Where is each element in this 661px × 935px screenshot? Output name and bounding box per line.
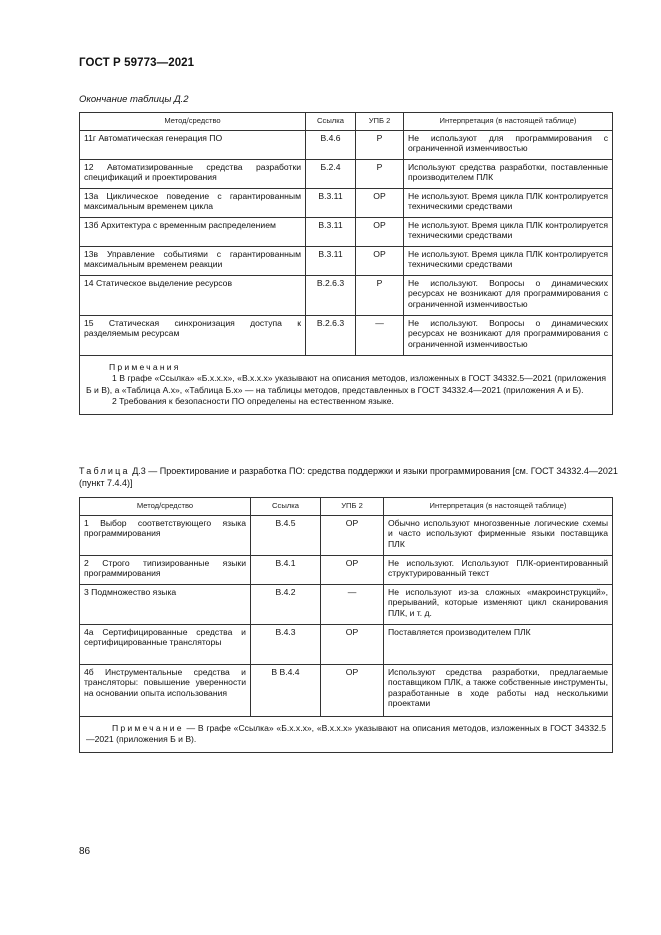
cell-upb: ОР: [356, 246, 404, 275]
cell-method: 12 Автоматизированные средства разработки спецификаций и проектирования: [80, 159, 306, 188]
cell-interpretation: Не используют. Время цикла ПЛК контролируется техническими средствами: [404, 246, 613, 275]
notes-cell: [80, 355, 613, 414]
cell-ref: В.4.1: [251, 555, 321, 584]
cell-method: 4а Сертифицированные средства и сертифицированные трансляторы: [80, 624, 251, 664]
cell-interpretation: Не используют для программирования с ограниченной изменчивостью: [404, 130, 613, 159]
cell-ref: В.4.6: [306, 130, 356, 159]
table-row: [80, 555, 613, 584]
table-row: [80, 664, 613, 716]
col-ref: Ссылка: [251, 498, 321, 516]
cell-interpretation: Не используют. Используют ПЛК-ориентированный структурированный текст: [384, 555, 613, 584]
cell-method: 11г Автоматическая генерация ПО: [80, 130, 306, 159]
notes-row: [80, 355, 613, 414]
cell-upb: ОР: [356, 188, 404, 217]
cell-interpretation: Не используют. Время цикла ПЛК контролируется техническими средствами: [404, 217, 613, 246]
cell-upb: —: [321, 584, 384, 624]
col-upb: УПБ 2: [356, 113, 404, 131]
cell-upb: —: [356, 315, 404, 355]
table-row: [80, 624, 613, 664]
cell-ref: В.3.11: [306, 188, 356, 217]
cell-ref: В В.4.4: [251, 664, 321, 716]
table-d2-end: [79, 112, 613, 415]
notes-cell: [80, 716, 613, 752]
col-method: Метод/средство: [80, 498, 251, 516]
cell-method: 1 Выбор соответствующего языка программирования: [80, 515, 251, 555]
cell-interpretation: Не используют. Время цикла ПЛК контролируется техническими средствами: [404, 188, 613, 217]
cell-interpretation: Используют средства разработки, предлагаемые поставщиком ПЛК, а также собственные инструменты, разработанные в ходе работы над несколькими проектами: [384, 664, 613, 716]
page-number: 86: [79, 846, 91, 857]
cell-interpretation: Не используют из-за сложных «макроинструкций», прерываний, которые изменяют цикл сканирования ПЛК, и т. д.: [384, 584, 613, 624]
cell-ref: В.4.5: [251, 515, 321, 555]
col-interpretation: Интерпретация (в настоящей таблице): [404, 113, 613, 131]
note: [86, 723, 606, 746]
cell-upb: ОР: [321, 624, 384, 664]
document-header: ГОСТ Р 59773—2021: [79, 57, 195, 69]
table-row: [80, 315, 613, 355]
table-d3: [79, 497, 613, 753]
cell-interpretation: Обычно используют многозвенные логические схемы и часто используют фирменные языки поставщика ПЛК: [384, 515, 613, 555]
note-text: — В графе «Ссылка» «Б.х.х.х», «В.х.х.х» указывают на описания методов, изложенных в ГОСТ 34332.5—2021 (приложения Б и В).: [86, 722, 606, 745]
table-row: [80, 130, 613, 159]
table-row: [80, 159, 613, 188]
cell-upb: Р: [356, 130, 404, 159]
cell-method: 3 Подмножество языка: [80, 584, 251, 624]
col-upb: УПБ 2: [321, 498, 384, 516]
note-2: 2 Требования к безопасности ПО определены на естественном языке.: [112, 396, 394, 407]
cell-upb: ОР: [321, 555, 384, 584]
table2-caption-label: Таблица: [79, 466, 130, 476]
cell-method: 13а Циклическое поведение с гарантированным максимальным временем цикла: [80, 188, 306, 217]
table-header-row: [80, 113, 613, 131]
col-interpretation: Интерпретация (в настоящей таблице): [384, 498, 613, 516]
note-1: 1 В графе «Ссылка» «Б.х.х.х», «В.х.х.х» указывают на описания методов, изложенных в ГОСТ 34332.5—2021 (приложения Б и В), а «Таблица А.х», «Таблица Б.х» — на таблицы методов, представленных в ГОСТ 34332.4—2021 (приложения А и Б).: [86, 373, 606, 395]
table-row: [80, 584, 613, 624]
cell-method: 4б Инструментальные средства и трансляторы: повышение уверенности на основании опыта использования: [80, 664, 251, 716]
table-row: [80, 188, 613, 217]
cell-method: 15 Статическая синхронизация доступа к разделяемым ресурсам: [80, 315, 306, 355]
notes-row: [80, 716, 613, 752]
cell-method: 2 Строго типизированные языки программирования: [80, 555, 251, 584]
cell-interpretation: Не используют. Вопросы о динамических ресурсах не возникают для программирования с ограниченной изменчивостью: [404, 315, 613, 355]
table1-caption: Окончание таблицы Д.2: [79, 94, 189, 105]
cell-upb: ОР: [321, 515, 384, 555]
table-row: [80, 217, 613, 246]
table-header-row: [80, 498, 613, 516]
cell-method: 13в Управление событиями с гарантированным максимальным временем реакции: [80, 246, 306, 275]
cell-ref: В.2.6.3: [306, 315, 356, 355]
cell-ref: Б.2.4: [306, 159, 356, 188]
cell-upb: ОР: [356, 217, 404, 246]
cell-ref: В.4.2: [251, 584, 321, 624]
cell-interpretation: Не используют. Вопросы о динамических ресурсах не возникают для программирования с ограниченной изменчивостью: [404, 275, 613, 315]
note-label: Примечание: [112, 722, 184, 733]
cell-upb: ОР: [321, 664, 384, 716]
cell-ref: В.3.11: [306, 246, 356, 275]
cell-upb: Р: [356, 159, 404, 188]
cell-ref: В.3.11: [306, 217, 356, 246]
cell-ref: В.2.6.3: [306, 275, 356, 315]
notes-title: Примечания: [109, 361, 181, 372]
cell-upb: Р: [356, 275, 404, 315]
cell-method: 13б Архитектура с временным распределением: [80, 217, 306, 246]
cell-ref: В.4.3: [251, 624, 321, 664]
cell-interpretation: Поставляется производителем ПЛК: [384, 624, 613, 664]
col-ref: Ссылка: [306, 113, 356, 131]
table2-caption: [79, 465, 619, 489]
cell-method: 14 Статическое выделение ресурсов: [80, 275, 306, 315]
table-row: [80, 515, 613, 555]
table-row: [80, 246, 613, 275]
cell-interpretation: Используют средства разработки, поставленные производителем ПЛК: [404, 159, 613, 188]
table2-caption-text: Д.3 — Проектирование и разработка ПО: средства поддержки и языки программирования [см. ГОСТ 34332.4—2021 (пункт 7.4.4)]: [79, 466, 618, 488]
table-row: [80, 275, 613, 315]
col-method: Метод/средство: [80, 113, 306, 131]
